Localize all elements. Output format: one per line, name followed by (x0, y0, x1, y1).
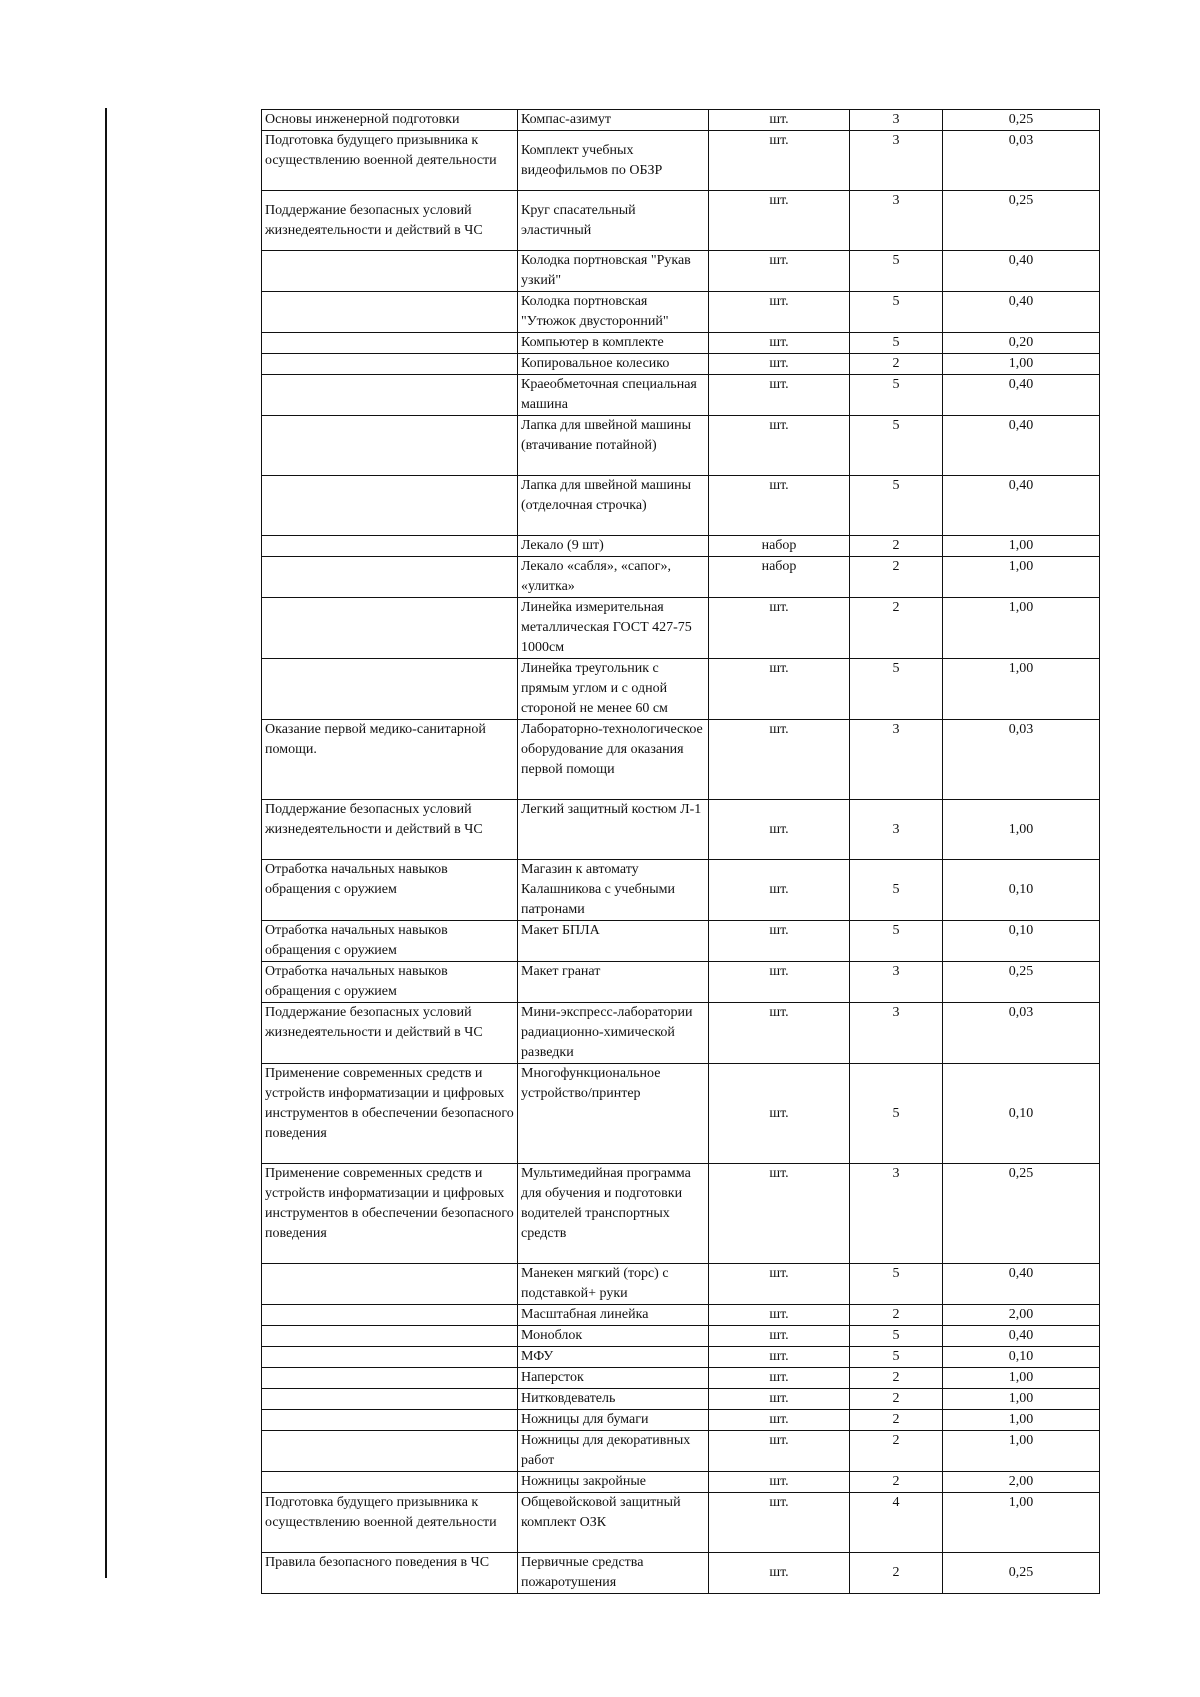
row-topic-cell (262, 476, 518, 536)
table-row (262, 1326, 1100, 1347)
row-quantity-cell: 5 (850, 1347, 943, 1368)
row-quantity-cell: 2 (850, 1553, 943, 1594)
row-item-cell: Магазин к автомату Калашникова с учебными патронами (518, 860, 709, 921)
row-item-cell: Масштабная линейка (518, 1305, 709, 1326)
table-row (262, 800, 1100, 860)
row-coefficient-cell: 1,00 (943, 1493, 1100, 1553)
row-item-cell: Лекало (9 шт) (518, 536, 709, 557)
row-topic-cell: Применение современных средств и устройств информатизации и цифровых инструментов в обеспечении безопасного поведения (262, 1164, 518, 1264)
row-item-cell: Легкий защитный костюм Л-1 (518, 800, 709, 860)
row-unit-cell: шт. (709, 1472, 850, 1493)
row-topic-cell (262, 598, 518, 659)
row-topic-cell: Подготовка будущего призывника к осуществлению военной деятельности (262, 1493, 518, 1553)
row-topic-cell (262, 1472, 518, 1493)
row-coefficient-cell: 0,40 (943, 1326, 1100, 1347)
table-row (262, 1472, 1100, 1493)
row-unit-cell: шт. (709, 1493, 850, 1553)
row-coefficient-cell: 0,10 (943, 1064, 1100, 1164)
table-row (262, 1164, 1100, 1264)
row-unit-cell: набор (709, 557, 850, 598)
row-coefficient-cell: 2,00 (943, 1472, 1100, 1493)
row-topic-cell (262, 536, 518, 557)
row-item-cell: Лекало «сабля», «сапог», «улитка» (518, 557, 709, 598)
row-topic-cell (262, 292, 518, 333)
row-topic-cell (262, 1410, 518, 1431)
row-unit-cell: шт. (709, 1553, 850, 1594)
equipment-table (261, 109, 1100, 1594)
table-row (262, 1003, 1100, 1064)
row-unit-cell: шт. (709, 659, 850, 720)
row-topic-cell: Отработка начальных навыков обращения с оружием (262, 860, 518, 921)
row-quantity-cell: 2 (850, 1431, 943, 1472)
equipment-table-body (262, 110, 1100, 1594)
table-row (262, 292, 1100, 333)
table-row (262, 860, 1100, 921)
row-item-cell: Компьютер в комплекте (518, 333, 709, 354)
row-unit-cell: шт. (709, 375, 850, 416)
row-coefficient-cell: 0,40 (943, 375, 1100, 416)
row-topic-cell (262, 1389, 518, 1410)
row-item-cell: Лабораторно-технологическое оборудование для оказания первой помощи (518, 720, 709, 800)
row-item-cell: Общевойсковой защитный комплект ОЗК (518, 1493, 709, 1553)
row-topic-cell (262, 1431, 518, 1472)
row-topic-cell (262, 659, 518, 720)
row-topic-cell: Оказание первой медико-санитарной помощи. (262, 720, 518, 800)
row-item-cell: Ножницы закройные (518, 1472, 709, 1493)
row-quantity-cell: 5 (850, 292, 943, 333)
row-quantity-cell: 3 (850, 1164, 943, 1264)
row-quantity-cell: 5 (850, 476, 943, 536)
row-quantity-cell: 3 (850, 1003, 943, 1064)
row-item-cell: Лапка для швейной машины (отделочная строчка) (518, 476, 709, 536)
row-coefficient-cell: 1,00 (943, 1389, 1100, 1410)
table-row (262, 1368, 1100, 1389)
row-quantity-cell: 2 (850, 1472, 943, 1493)
row-item-cell: Колодка портновская "Рукав узкий" (518, 251, 709, 292)
row-item-cell: Краеобметочная специальная машина (518, 375, 709, 416)
row-coefficient-cell: 0,03 (943, 131, 1100, 191)
row-item-cell: Макет гранат (518, 962, 709, 1003)
row-topic-cell: Правила безопасного поведения в ЧС (262, 1553, 518, 1594)
row-item-cell: Лапка для швейной машины (втачивание потайной) (518, 416, 709, 476)
row-coefficient-cell: 0,10 (943, 1347, 1100, 1368)
row-unit-cell: шт. (709, 1164, 850, 1264)
row-item-cell: Нитковдеватель (518, 1389, 709, 1410)
table-row (262, 536, 1100, 557)
row-item-cell: Мини-экспресс-лаборатории радиационно-химической разведки (518, 1003, 709, 1064)
row-quantity-cell: 2 (850, 598, 943, 659)
row-item-cell: Комплект учебных видеофильмов по ОБЗР (518, 131, 709, 191)
row-coefficient-cell: 0,03 (943, 1003, 1100, 1064)
row-coefficient-cell: 0,10 (943, 921, 1100, 962)
row-topic-cell (262, 1264, 518, 1305)
row-quantity-cell: 3 (850, 800, 943, 860)
row-topic-cell (262, 416, 518, 476)
row-topic-cell (262, 1368, 518, 1389)
row-item-cell: Моноблок (518, 1326, 709, 1347)
row-quantity-cell: 2 (850, 557, 943, 598)
row-quantity-cell: 5 (850, 659, 943, 720)
row-coefficient-cell: 0,20 (943, 333, 1100, 354)
row-unit-cell: шт. (709, 416, 850, 476)
row-topic-cell (262, 251, 518, 292)
row-quantity-cell: 5 (850, 251, 943, 292)
row-coefficient-cell: 1,00 (943, 1368, 1100, 1389)
row-item-cell: Круг спасательный эластичный (518, 191, 709, 251)
row-unit-cell: шт. (709, 1264, 850, 1305)
row-topic-cell: Отработка начальных навыков обращения с оружием (262, 921, 518, 962)
row-topic-cell (262, 1305, 518, 1326)
row-unit-cell: шт. (709, 333, 850, 354)
row-coefficient-cell: 1,00 (943, 557, 1100, 598)
row-coefficient-cell: 0,25 (943, 110, 1100, 131)
row-topic-cell: Отработка начальных навыков обращения с оружием (262, 962, 518, 1003)
table-row (262, 1553, 1100, 1594)
table-row (262, 962, 1100, 1003)
row-coefficient-cell: 0,40 (943, 251, 1100, 292)
row-quantity-cell: 2 (850, 1368, 943, 1389)
table-row (262, 416, 1100, 476)
row-topic-cell (262, 354, 518, 375)
row-item-cell: Линейка треугольник с прямым углом и с одной стороной не менее 60 см (518, 659, 709, 720)
row-topic-cell (262, 557, 518, 598)
row-item-cell: Ножницы для бумаги (518, 1410, 709, 1431)
table-row (262, 557, 1100, 598)
row-unit-cell: шт. (709, 191, 850, 251)
row-coefficient-cell: 1,00 (943, 800, 1100, 860)
table-row (262, 1410, 1100, 1431)
row-unit-cell: шт. (709, 354, 850, 375)
row-unit-cell: шт. (709, 1305, 850, 1326)
row-quantity-cell: 2 (850, 354, 943, 375)
row-quantity-cell: 2 (850, 1389, 943, 1410)
row-unit-cell: шт. (709, 1003, 850, 1064)
row-coefficient-cell: 0,10 (943, 860, 1100, 921)
row-item-cell: Копировальное колесико (518, 354, 709, 375)
row-coefficient-cell: 0,40 (943, 476, 1100, 536)
table-row (262, 1389, 1100, 1410)
row-coefficient-cell: 0,25 (943, 962, 1100, 1003)
row-coefficient-cell: 1,00 (943, 354, 1100, 375)
row-item-cell: Манекен мягкий (торс) с подставкой+ руки (518, 1264, 709, 1305)
row-item-cell: Компас-азимут (518, 110, 709, 131)
row-topic-cell: Поддержание безопасных условий жизнедеятельности и действий в ЧС (262, 1003, 518, 1064)
row-coefficient-cell: 0,40 (943, 292, 1100, 333)
row-topic-cell (262, 375, 518, 416)
table-row (262, 375, 1100, 416)
row-coefficient-cell: 0,25 (943, 1164, 1100, 1264)
table-row (262, 1431, 1100, 1472)
table-row (262, 1493, 1100, 1553)
row-unit-cell: шт. (709, 921, 850, 962)
row-unit-cell: шт. (709, 476, 850, 536)
row-quantity-cell: 5 (850, 921, 943, 962)
row-quantity-cell: 3 (850, 191, 943, 251)
row-item-cell: МФУ (518, 1347, 709, 1368)
row-topic-cell: Поддержание безопасных условий жизнедеятельности и действий в ЧС (262, 800, 518, 860)
row-unit-cell: шт. (709, 110, 850, 131)
row-unit-cell: шт. (709, 1431, 850, 1472)
row-unit-cell: шт. (709, 800, 850, 860)
row-unit-cell: шт. (709, 962, 850, 1003)
row-quantity-cell: 3 (850, 131, 943, 191)
row-coefficient-cell: 1,00 (943, 536, 1100, 557)
row-quantity-cell: 2 (850, 1410, 943, 1431)
row-unit-cell: шт. (709, 1064, 850, 1164)
row-item-cell: Ножницы для декоративных работ (518, 1431, 709, 1472)
row-quantity-cell: 3 (850, 962, 943, 1003)
row-unit-cell: шт. (709, 1389, 850, 1410)
row-quantity-cell: 5 (850, 416, 943, 476)
row-unit-cell: шт. (709, 598, 850, 659)
row-coefficient-cell: 1,00 (943, 659, 1100, 720)
left-margin-rule (105, 108, 107, 1578)
row-coefficient-cell: 1,00 (943, 1431, 1100, 1472)
row-topic-cell: Применение современных средств и устройств информатизации и цифровых инструментов в обеспечении безопасного поведения (262, 1064, 518, 1164)
table-row (262, 1264, 1100, 1305)
row-unit-cell: шт. (709, 1326, 850, 1347)
row-quantity-cell: 2 (850, 1305, 943, 1326)
row-coefficient-cell: 1,00 (943, 1410, 1100, 1431)
table-row (262, 921, 1100, 962)
row-quantity-cell: 5 (850, 1264, 943, 1305)
table-row (262, 110, 1100, 131)
row-quantity-cell: 2 (850, 536, 943, 557)
table-row (262, 720, 1100, 800)
table-row (262, 191, 1100, 251)
row-quantity-cell: 5 (850, 860, 943, 921)
table-row (262, 1064, 1100, 1164)
row-item-cell: Макет БПЛА (518, 921, 709, 962)
row-coefficient-cell: 2,00 (943, 1305, 1100, 1326)
row-quantity-cell: 5 (850, 375, 943, 416)
row-item-cell: Первичные средства пожаротушения (518, 1553, 709, 1594)
row-coefficient-cell: 0,03 (943, 720, 1100, 800)
table-row (262, 251, 1100, 292)
row-topic-cell: Поддержание безопасных условий жизнедеятельности и действий в ЧС (262, 191, 518, 251)
row-topic-cell: Основы инженерной подготовки (262, 110, 518, 131)
row-unit-cell: шт. (709, 131, 850, 191)
table-row (262, 598, 1100, 659)
table-row (262, 354, 1100, 375)
row-item-cell: Наперсток (518, 1368, 709, 1389)
row-unit-cell: шт. (709, 1410, 850, 1431)
row-quantity-cell: 4 (850, 1493, 943, 1553)
row-item-cell: Линейка измерительная металлическая ГОСТ 427-75 1000см (518, 598, 709, 659)
row-coefficient-cell: 0,40 (943, 1264, 1100, 1305)
row-unit-cell: шт. (709, 292, 850, 333)
row-quantity-cell: 5 (850, 333, 943, 354)
row-unit-cell: шт. (709, 1347, 850, 1368)
table-row (262, 659, 1100, 720)
table-row (262, 1347, 1100, 1368)
row-unit-cell: набор (709, 536, 850, 557)
row-unit-cell: шт. (709, 720, 850, 800)
row-coefficient-cell: 0,25 (943, 191, 1100, 251)
row-item-cell: Многофункциональное устройство/принтер (518, 1064, 709, 1164)
row-coefficient-cell: 1,00 (943, 598, 1100, 659)
table-row (262, 1305, 1100, 1326)
row-unit-cell: шт. (709, 860, 850, 921)
row-topic-cell (262, 333, 518, 354)
row-quantity-cell: 3 (850, 110, 943, 131)
row-coefficient-cell: 0,40 (943, 416, 1100, 476)
row-topic-cell (262, 1326, 518, 1347)
row-unit-cell: шт. (709, 1368, 850, 1389)
row-coefficient-cell: 0,25 (943, 1553, 1100, 1594)
row-item-cell: Мультимедийная программа для обучения и подготовки водителей транспортных средств (518, 1164, 709, 1264)
row-unit-cell: шт. (709, 251, 850, 292)
table-row (262, 131, 1100, 191)
row-quantity-cell: 5 (850, 1064, 943, 1164)
row-quantity-cell: 3 (850, 720, 943, 800)
row-topic-cell: Подготовка будущего призывника к осуществлению военной деятельности (262, 131, 518, 191)
table-row (262, 333, 1100, 354)
row-item-cell: Колодка портновская "Утюжок двусторонний" (518, 292, 709, 333)
row-topic-cell (262, 1347, 518, 1368)
table-row (262, 476, 1100, 536)
row-quantity-cell: 5 (850, 1326, 943, 1347)
